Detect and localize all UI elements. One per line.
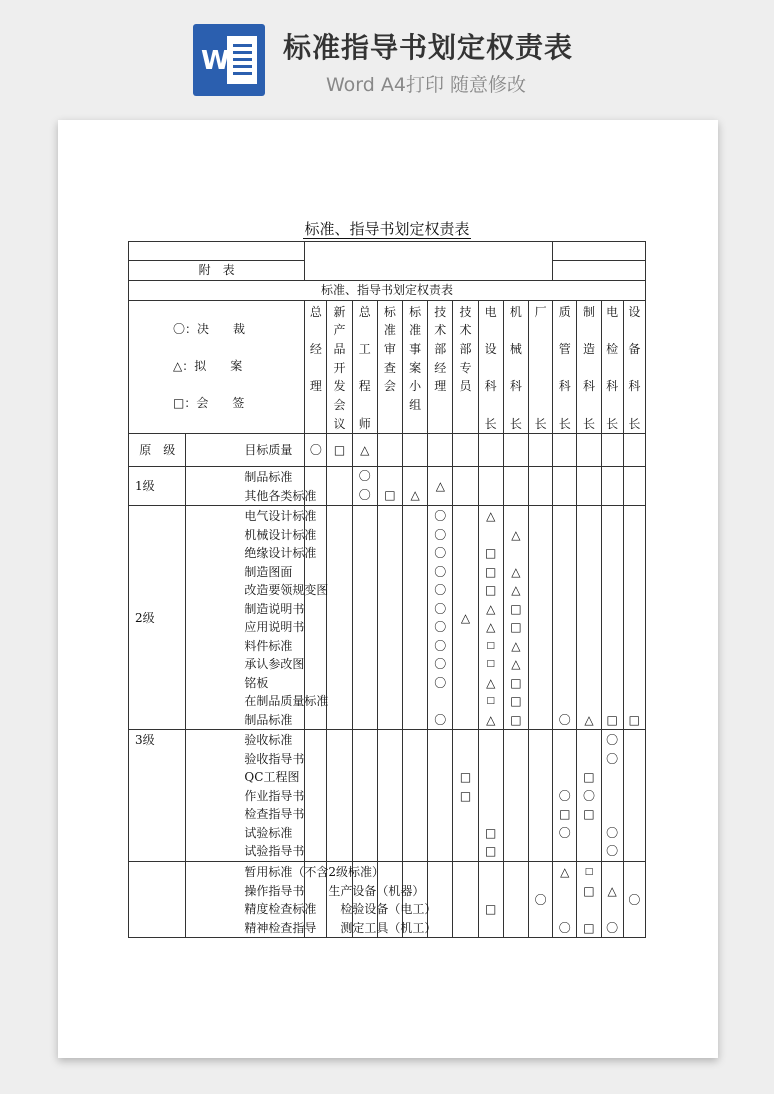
item-label: 暂用标准（不含2级标准） <box>244 865 385 880</box>
mark-cell: 〇 □ 〇 <box>553 730 577 862</box>
mark-cell: □ <box>601 506 623 730</box>
attach-label: 附 表 <box>129 261 305 281</box>
col-header: 质 管 科 长 <box>553 300 577 434</box>
item-list <box>186 862 437 938</box>
mark-cell: 〇 <box>553 506 577 730</box>
mark: 〇 <box>623 862 645 938</box>
attach-right-top <box>553 242 646 261</box>
item-label: 其他各类标准 <box>244 488 317 503</box>
item-label: 机械设计标准 <box>244 527 317 542</box>
mark-cell: △ △ △ □ □ △ △ □ □ □ <box>503 506 528 730</box>
mark-cell: □ 〇 □ <box>577 730 601 862</box>
col-header: 电 检 科 长 <box>601 300 623 434</box>
document-lines-icon <box>227 36 257 84</box>
responsibility-table <box>128 241 646 938</box>
item-label: 制造图面 <box>244 564 293 579</box>
attach-content-cell <box>305 242 553 281</box>
mark-cell: □ □ <box>453 730 478 862</box>
legend-countersign: □：会 签 <box>173 396 245 411</box>
item-label: 在制品质量标准 <box>244 694 329 709</box>
level-label: 3级 <box>129 730 186 862</box>
col-header: 总 经 理 <box>305 300 327 434</box>
mark-cell: □ □ □ <box>577 862 601 938</box>
col-header: 厂 长 <box>528 300 552 434</box>
legend <box>129 300 305 434</box>
col-header: 技 术 部 经 理 <box>428 300 453 434</box>
item-label: 操作指导书 生产设备（机器） <box>244 883 425 898</box>
document-title: 标准、指导书划定权责表 <box>304 220 470 238</box>
item-label: 制品标准 <box>244 712 293 727</box>
col-header: 制 造 科 长 <box>577 300 601 434</box>
table-title: 标准、指导书划定权责表 <box>129 280 646 300</box>
col-header: 机 械 科 长 <box>503 300 528 434</box>
item-label: 制造说明书 <box>244 601 305 616</box>
legend-draft: △：拟 案 <box>173 359 243 374</box>
level-label-empty <box>129 862 186 938</box>
mark-cell: □ <box>377 467 402 506</box>
mark-cell: △ 〇 <box>601 862 623 938</box>
item-label: 验收指导书 <box>244 751 305 766</box>
item-label: 铭板 <box>244 675 269 690</box>
mark: □ <box>327 434 352 467</box>
attach-blank-cell <box>129 242 305 261</box>
mark-cell: 〇 〇 <box>352 467 377 506</box>
mark-cell: △ <box>403 467 428 506</box>
item-label: 验收标准 <box>244 733 293 748</box>
col-header: 设 备 科 长 <box>623 300 645 434</box>
word-icon <box>193 24 265 96</box>
legend-decide: 〇：决 裁 <box>173 322 246 337</box>
item-label: 制品标准 <box>244 470 293 485</box>
mark: △ <box>453 506 478 730</box>
word-letter: W <box>201 46 230 76</box>
level-label: 1级 <box>129 467 186 506</box>
item-label: 精神检查指导 测定工具（机工） <box>244 920 437 935</box>
mark-cell: 〇 〇 〇 〇 〇 〇 〇 〇 〇 〇 〇 <box>428 506 453 730</box>
header-title: 标准指导书划定权责表 <box>283 31 574 64</box>
item-label: 精度检查标准 检验设备（电工） <box>244 902 437 917</box>
col-header: 标 准 审 查 会 <box>377 300 402 434</box>
mark-cell: □ <box>478 862 503 938</box>
item-list <box>186 730 305 862</box>
page-header <box>0 0 774 110</box>
item-label: 电气设计标准 <box>244 509 317 524</box>
item-label: 料件标准 <box>244 638 293 653</box>
mark-cell: △ □ □ □ △ △ □ □ △ □ △ <box>478 506 503 730</box>
mark-cell: □ <box>623 506 645 730</box>
item-label: 绝缘设计标准 <box>244 546 317 561</box>
col-header: 标 准 事 案 小 组 <box>403 300 428 434</box>
item-label: 检查指导书 <box>244 807 305 822</box>
mark-cell: △ 〇 <box>553 862 577 938</box>
header-subtitle: Word A4打印 随意修改 <box>326 74 527 96</box>
mark-cell: □ □ <box>478 730 503 862</box>
mark-cell: △ <box>577 506 601 730</box>
col-header: 技 术 部 专 员 <box>453 300 478 434</box>
col-header: 新 产 品 开 发 会 议 <box>327 300 352 434</box>
attach-right-bottom <box>553 261 646 281</box>
level-label: 原 级 <box>129 434 186 467</box>
item-label: 试验标准 <box>244 825 293 840</box>
item-label: 应用说明书 <box>244 620 305 635</box>
item-label: 承认参改图 <box>244 657 305 672</box>
mark-cell: 〇 〇 〇 〇 <box>601 730 623 862</box>
item-label: QC工程图 <box>244 770 300 785</box>
item-label: 目标质量 <box>186 434 305 467</box>
mark: △ <box>352 434 377 467</box>
mark: △ <box>428 467 453 506</box>
item-label: 改造要领规变图 <box>244 583 329 598</box>
item-label: 试验指导书 <box>244 844 305 859</box>
item-list <box>186 506 329 730</box>
level-label: 2级 <box>129 506 186 730</box>
col-header: 总 工 程 师 <box>352 300 377 434</box>
item-list <box>186 467 317 506</box>
item-label: 作业指导书 <box>244 788 305 803</box>
mark: 〇 <box>305 434 327 467</box>
mark: 〇 <box>528 862 552 938</box>
col-header: 电 设 科 长 <box>478 300 503 434</box>
